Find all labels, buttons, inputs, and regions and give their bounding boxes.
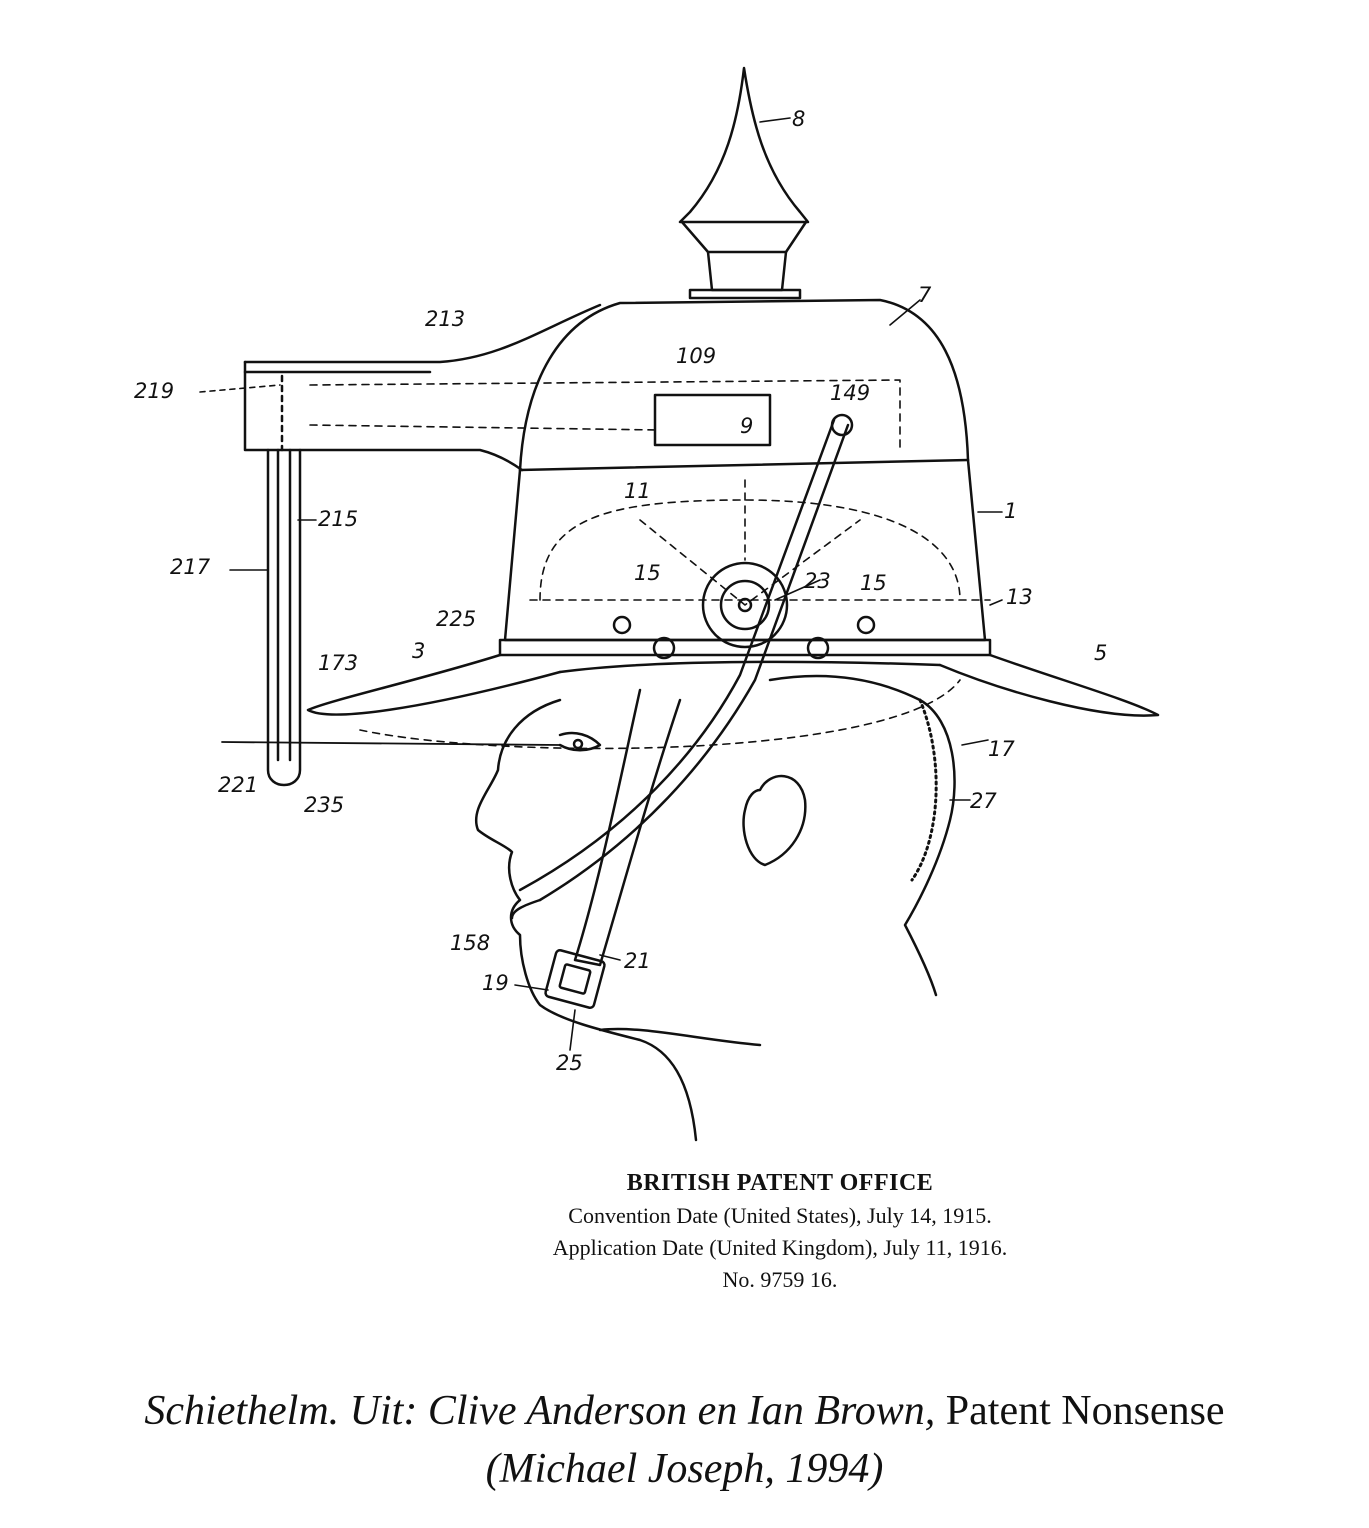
label-brim-edge: 225 <box>436 607 477 631</box>
label-sight: 173 <box>318 651 359 675</box>
label-plate: 109 <box>676 344 717 368</box>
helmet-spike <box>680 68 808 298</box>
patent-office-heading: BRITISH PATENT OFFICE <box>626 1170 934 1196</box>
label-neck: 17 <box>988 737 1015 761</box>
periscope-attachment <box>245 305 600 785</box>
label-band: 13 <box>1006 585 1033 609</box>
label-strap-top: 149 <box>830 381 871 405</box>
caption-italic: Schiethelm. Uit: Clive Anderson en Ian Brown, <box>144 1388 936 1434</box>
label-buckle-end: 25 <box>556 1051 583 1075</box>
label-bracket: 219 <box>134 379 175 403</box>
caption-line-2 <box>0 1440 1369 1498</box>
caption-book-title: Patent Nonsense <box>945 1388 1225 1434</box>
caption-line-1 <box>0 1382 1369 1440</box>
label-tube-end: 221 <box>218 773 259 797</box>
patent-number: No. 9759 16. <box>722 1267 838 1292</box>
label-hub: 23 <box>804 569 831 593</box>
label-buckle-strap: 21 <box>624 949 651 973</box>
label-brim-left: 3 <box>412 639 426 663</box>
label-pivot-left: 15 <box>634 561 661 585</box>
label-tube: 217 <box>170 555 211 579</box>
label-buckle: 19 <box>482 971 509 995</box>
caption-publisher: (Michael Joseph, 1994) <box>485 1446 884 1492</box>
sight-line <box>222 742 560 745</box>
label-crown: 7 <box>918 283 932 307</box>
label-tube-tip: 235 <box>304 793 345 817</box>
label-finial: 8 <box>792 107 806 131</box>
chin-strap <box>512 415 852 1009</box>
label-brim-right: 5 <box>1094 641 1108 665</box>
convention-date: Convention Date (United States), July 14, 1915. <box>568 1203 992 1228</box>
application-date: Application Date (United Kingdom), July 11, 1916. <box>552 1235 1008 1260</box>
label-rod: 215 <box>318 507 359 531</box>
patent-info <box>420 1166 1140 1296</box>
label-screw: 9 <box>740 414 754 438</box>
label-pivot-right: 15 <box>860 571 887 595</box>
figure-caption <box>0 1382 1369 1498</box>
label-lining: 27 <box>970 789 997 813</box>
label-body: 1 <box>1004 499 1018 523</box>
label-chin: 158 <box>450 931 491 955</box>
label-box: 213 <box>425 307 466 331</box>
label-band-left: 11 <box>624 479 651 503</box>
